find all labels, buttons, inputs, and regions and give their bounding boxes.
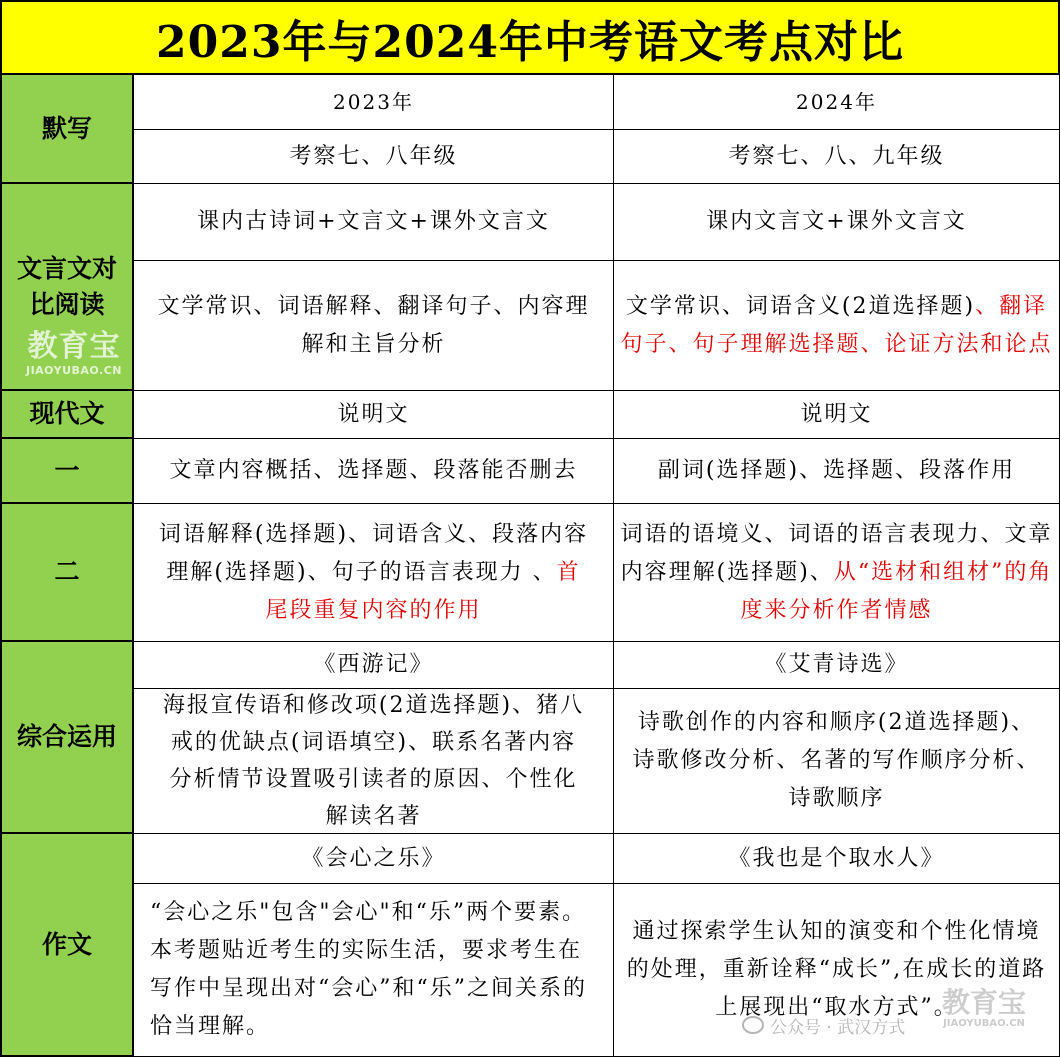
- zuowen-title-2023: 《会心之乐》: [134, 834, 614, 884]
- yi-2024: 副词(选择题)、选择题、段落作用: [614, 439, 1060, 504]
- er-2024-text: 词语的语境义、词语的语言表现力、文章内容理解(选择题)、: [620, 521, 1053, 585]
- er-2024-highlight: 从“选材和组材”的角度来分析作者情感: [740, 559, 1053, 623]
- er-2023-highlight: 首尾段重复内容的作用: [265, 559, 581, 623]
- wenyan-content-2024-text: 文学常识、词语含义(2道选择题): [625, 293, 976, 319]
- zuowen-content-2023: “会心之乐"包含"会心"和“乐”两个要素。本考题贴近考生的实际生活，要求考生在写作中呈现出对“会心”和“乐”之间关系的恰当理解。: [134, 884, 614, 1057]
- zuowen-title-2024: 《我也是个取水人》: [614, 834, 1060, 884]
- jiaoyubao-watermark: [18, 330, 130, 378]
- account-watermark-text: 公众号 · 武汉方式: [770, 1017, 906, 1038]
- zuowen-content-2024: 通过探索学生认知的演变和个性化情境的处理，重新诠释“成长”,在成长的道路上展现出“取水方式”。: [614, 884, 1060, 1057]
- moxie-2024: 考察七、八、九年级: [614, 130, 1060, 184]
- er-2024: [614, 504, 1060, 642]
- zonghe-book-2024: 《艾青诗选》: [614, 642, 1060, 689]
- watermark-corner-logo-text: 教育宝: [941, 986, 1026, 1019]
- section-label-zuowen: 作文: [0, 834, 134, 1057]
- account-watermark: [742, 1012, 905, 1038]
- section-label-moxie: 默写: [0, 75, 134, 184]
- wenyan-content-2023: 文学常识、词语解释、翻译句子、内容理解和主旨分析: [134, 261, 614, 391]
- wenyan-content-2024: [614, 261, 1060, 391]
- xiandai-2023: 说明文: [134, 391, 614, 439]
- moxie-2023: 考察七、八年级: [134, 130, 614, 184]
- section-label-er: 二: [0, 504, 134, 642]
- yi-2023: 文章内容概括、选择题、段落能否删去: [134, 439, 614, 504]
- zonghe-content-2024: 诗歌创作的内容和顺序(2道选择题)、诗歌修改分析、名著的写作顺序分析、诗歌顺序: [614, 689, 1060, 834]
- year-2024-header: 2024年: [614, 75, 1060, 130]
- jiaoyubao-watermark-corner: [928, 988, 1040, 1030]
- section-label-wenyan: 文言文对比阅读: [0, 184, 134, 391]
- er-2023: [134, 504, 614, 642]
- er-2023-text: 词语解释(选择题)、词语含义、段落内容理解(选择题)、句子的语言表现力 、: [158, 521, 589, 585]
- watermark-logo-url: JIAOYUBAO.CN: [25, 364, 123, 377]
- section-label-yi: 一: [0, 439, 134, 504]
- wechat-icon: [742, 1016, 764, 1034]
- wenyan-content-2024-highlight: 、翻译句子、句子理解选择题、论证方法和论点: [620, 293, 1053, 357]
- watermark-logo-text: 教育宝: [27, 329, 121, 364]
- wenyan-scope-2023: 课内古诗词+文言文+课外文言文: [134, 184, 614, 261]
- xiandai-2024: 说明文: [614, 391, 1060, 439]
- year-2023-header: 2023年: [134, 75, 614, 130]
- page-title: 2023年与2024年中考语文考点对比: [0, 0, 1060, 75]
- section-label-xiandai: 现代文: [0, 391, 134, 439]
- section-label-zonghe: 综合运用: [0, 642, 134, 834]
- watermark-corner-logo-url: JIAOYUBAO.CN: [943, 1018, 1025, 1029]
- wenyan-scope-2024: 课内文言文+课外文言文: [614, 184, 1060, 261]
- zonghe-book-2023: 《西游记》: [134, 642, 614, 689]
- zonghe-content-2023: 海报宣传语和修改项(2道选择题)、猪八戒的优缺点(词语填空)、联系名著内容分析情节设置吸引读者的原因、个性化解读名著: [134, 689, 614, 834]
